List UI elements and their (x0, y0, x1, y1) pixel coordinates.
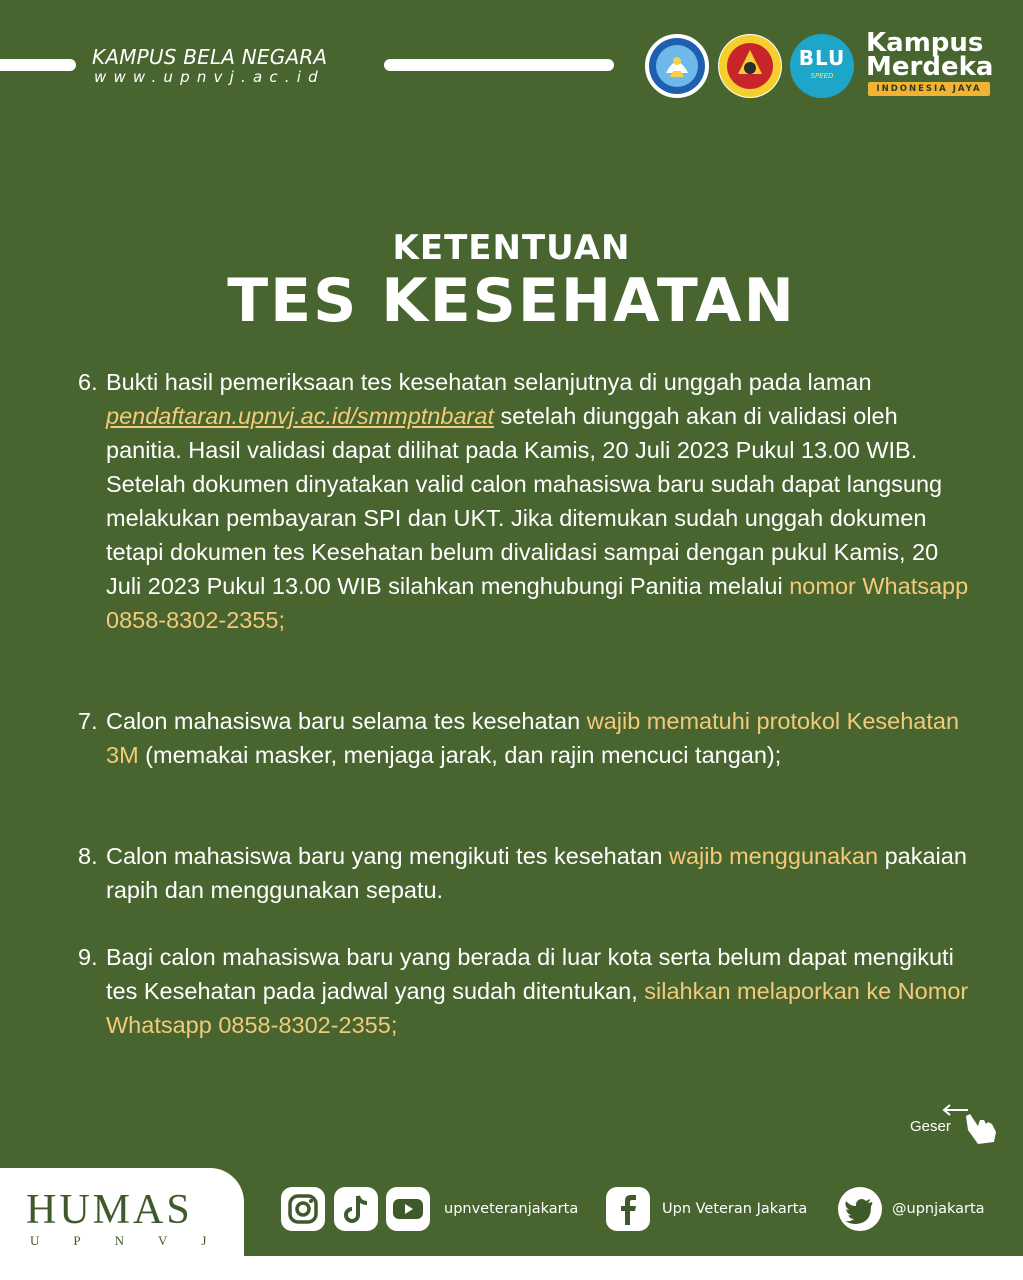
title-small: KETENTUAN (392, 228, 631, 268)
rule-highlight: wajib menggunakan (669, 843, 879, 869)
blu-sub-label: SPEED (810, 72, 834, 80)
facebook-icon[interactable] (606, 1187, 650, 1231)
header-divider-right (384, 59, 614, 71)
rule-text: Bukti hasil pemeriksaan tes kesehatan selanjutnya di unggah pada laman (106, 369, 872, 395)
rule-text: pakaian rapih dan menggunakan sepatu. (106, 843, 967, 903)
page-title: TES KESEHATAN (227, 266, 796, 336)
humas-title: HUMAS (26, 1187, 193, 1233)
tiktok-icon[interactable] (334, 1187, 378, 1231)
upnvj-logo (718, 34, 782, 98)
social-handle-instagram[interactable]: upnveteranjakarta (444, 1201, 579, 1217)
kampus-merdeka-band-text: INDONESIA JAYA (876, 84, 982, 94)
tagline: KAMPUS BELA NEGARA (92, 45, 328, 69)
rule-text: setelah diunggah akan di validasi oleh panitia. Hasil validasi dapat dilihat pada Kamis, 20 Juli 2023 Pukul 13.00 WIB. Setelah dokumen dinyatakan valid calon mahasiswa baru sudah dapat langsung melakukan pembayaran SPI dan UKT. Jika ditemukan sudah unggah dokumen tetapi dokumen tes Kesehatan belum divalidasi sampai dengan pukul Kamis, 20 Juli 2023 Pukul 13.00 WIB silahkan menghubungi Panitia melalui (106, 403, 943, 599)
tut-wuri-handayani-logo (645, 34, 709, 98)
twitter-icon[interactable] (838, 1187, 882, 1231)
header-divider-left (0, 59, 76, 71)
blu-label: BLU (798, 46, 846, 70)
youtube-icon[interactable] (386, 1187, 430, 1231)
rule-text: (memakai masker, menjaga jarak, dan rajin mencuci tangan); (138, 742, 782, 768)
blu-logo (790, 34, 854, 98)
kampus-merdeka-band (868, 82, 990, 96)
rule-text: Calon mahasiswa baru selama tes kesehatan (106, 708, 587, 734)
swipe-hand-icon[interactable] (940, 1102, 1000, 1146)
rule-number: 6. (78, 369, 98, 395)
rule-number: 8. (78, 843, 98, 869)
rule-item-7 (78, 704, 978, 772)
rule-item-9 (78, 940, 978, 1042)
rule-highlight: silahkan melaporkan ke Nomor Whatsapp 0858-8302-2355; (106, 978, 969, 1038)
social-handle-twitter[interactable]: @upnjakarta (892, 1201, 985, 1217)
registration-link[interactable]: pendaftaran.upnvj.ac.id/smmptnbarat (106, 403, 494, 429)
rule-highlight: nomor Whatsapp 0858-8302-2355; (106, 573, 969, 633)
rule-text: Bagi calon mahasiswa baru yang berada di luar kota serta belum dapat mengikuti tes Kesehatan pada jadwal yang sudah ditentukan, (106, 944, 954, 1004)
rule-number: 7. (78, 708, 98, 734)
geser-label[interactable]: Geser (910, 1118, 951, 1135)
website-link[interactable]: www.upnvj.ac.id (94, 68, 325, 86)
kampus-merdeka-line2: Merdeka (866, 52, 994, 82)
rule-highlight: wajib mematuhi protokol Kesehatan 3M (106, 708, 960, 768)
rule-text: Calon mahasiswa baru yang mengikuti tes kesehatan (106, 843, 670, 869)
humas-subtitle: UPNVJ (30, 1233, 241, 1248)
bottom-strip (0, 1256, 1023, 1280)
rule-item-6 (78, 365, 978, 637)
kampus-merdeka-line1: Kampus (866, 28, 984, 58)
rule-item-8 (78, 839, 978, 907)
rule-number: 9. (78, 944, 98, 970)
instagram-icon[interactable] (281, 1187, 325, 1231)
social-handle-facebook[interactable]: Upn Veteran Jakarta (662, 1201, 808, 1217)
